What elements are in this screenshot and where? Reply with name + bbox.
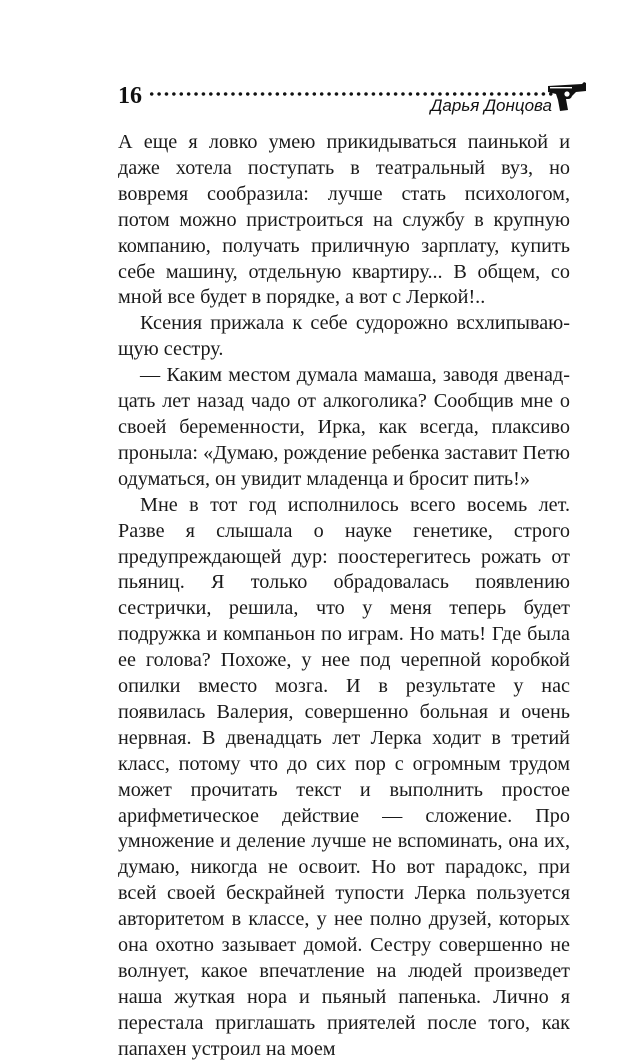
running-header: [118, 80, 588, 120]
paragraph: А еще я ловко умею прикидываться паинькой и даже хотела поступать в театральный вуз, но вовремя сообразила: лучше стать психологом, потом можно пристроиться на службу в крупную компанию, получать приличную зарплату, купить себе машину, отдельную квартиру... В общем, со мной все будет в порядке, а вот с Леркой!..: [118, 131, 570, 309]
page-number: 16: [118, 83, 142, 109]
paragraph: Мне в тот год исполнилось всего восемь лет. Разве я слышала о науке генетике, строго предупреждающей дур: поостерегитесь рожать от пьяниц. Я только обрадовалась появлению сестрички, решила, что у меня теперь будет подружка и компаньон по играм. Но мать! Где была ее голова? Похоже, у нее под черепной коробкой опилки вместо мозга. И в результате у нас появилась Валерия, совершенно больная и очень нервная. В двенадцать лет Лерка ходит в третий класс, потому что до сих пор с огромным трудом может прочитать текст и выполнить простое арифметическое действие — сложение. Про умножение и деление лучше не вспоминать, она их, думаю, никогда не освоит. Но вот парадокс, при всей своей бескрайней тупости Лерка пользуется авторитетом в классе, у нее полно друзей, которых она охотно зазывает домой. Сестру совершенно не волнует, какое впечатление на людей произведет наша жуткая нора и пьяный папенька. Лично я перестала приглашать приятелей после того, как папахен устроил на моем: [118, 493, 570, 1060]
body-text: [118, 130, 570, 1063]
paragraph: Ксения прижала к себе судорожно всхлипывающую сестру.: [118, 312, 570, 361]
revolver-icon: [546, 80, 588, 112]
author-name: Дарья Донцова: [430, 96, 552, 115]
paragraph: — Каким местом думала мамаша, заводя двенадцать лет назад чадо от алкоголика? Сообщив мне о своей беременности, Ирка, как всегда, плаксиво проныла: «Думаю, рождение ребенка заставит Петю одуматься, он увидит младенца и бросит пить!»: [118, 364, 570, 490]
